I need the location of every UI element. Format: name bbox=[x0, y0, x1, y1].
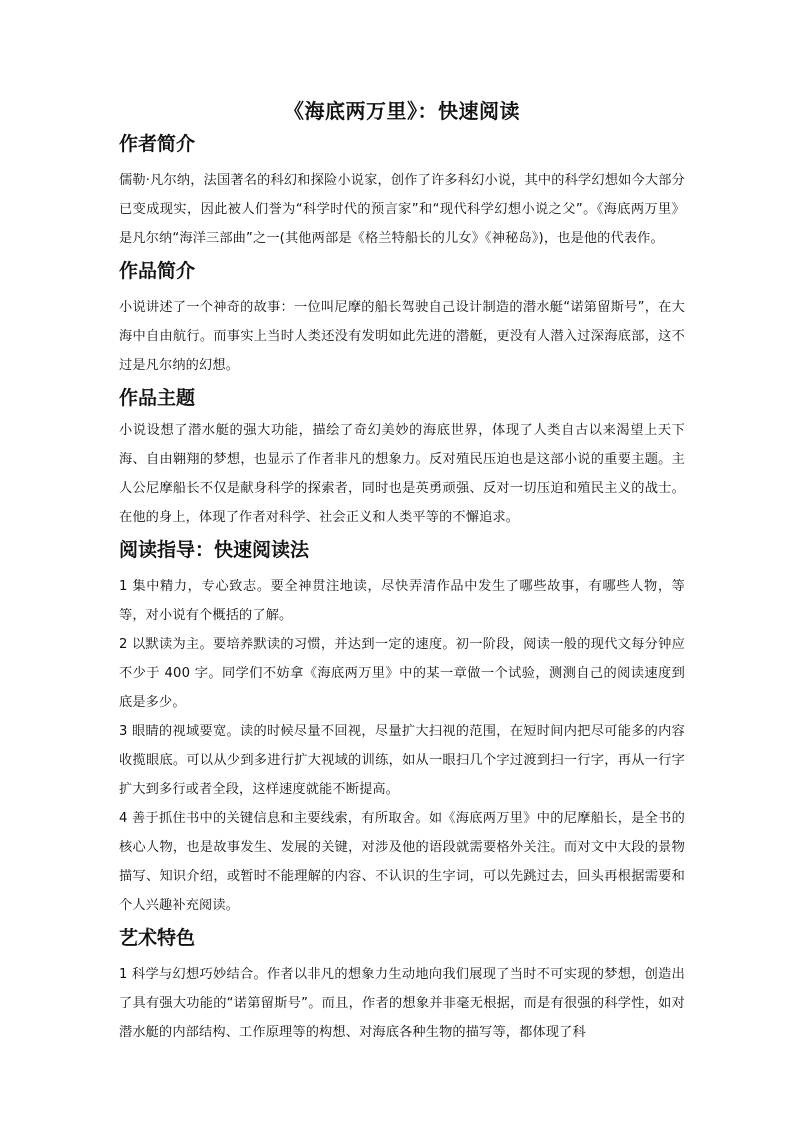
section-work-intro bbox=[119, 253, 685, 380]
paragraph: 2 以默读为主。要培养默读的习惯，并达到一定的速度。初一阶段，阅读一般的现代文每分钟应不少于 400 字。同学们不妨拿《海底两万里》中的某一章做一个试验，测测自己的阅读速度到底是多少。 bbox=[119, 637, 685, 710]
section-author-intro bbox=[119, 126, 685, 253]
section-reading-guide bbox=[119, 532, 685, 920]
section-heading: 艺术特色 bbox=[119, 927, 196, 949]
paragraph: 3 眼睛的视域要宽。读的时候尽量不回视，尽量扩大扫视的范围，在短时间内把尽可能多的内容收揽眼底。可以从少到多进行扩大视域的训练，如从一眼扫几个字过渡到扫一行字，再从一行字扩大到多行或者全段，这样速度就能不断提高。 bbox=[119, 724, 685, 797]
paragraph: 1 集中精力，专心致志。要全神贯注地读，尽快弄清作品中发生了哪些故事，有哪些人物，等等，对小说有个概括的了解。 bbox=[119, 579, 685, 623]
paragraph: 小说讲述了一个神奇的故事：一位叫尼摩的船长驾驶自己设计制造的潜水艇“诺第留斯号”，在大海中自由航行。而事实上当时人类还没有发明如此先进的潜艇，更没有人潜入过深海底部，这不过是凡尔纳的幻想。 bbox=[119, 300, 685, 373]
document-title: 《海底两万里》：快速阅读 bbox=[284, 99, 520, 123]
document-body bbox=[119, 96, 685, 1047]
section-heading: 阅读指导：快速阅读法 bbox=[119, 539, 310, 561]
paragraph: 1 科学与幻想巧妙结合。作者以非凡的想象力生动地向我们展现了当时不可实现的梦想，创造出了具有强大功能的“诺第留斯号”。而且，作者的想象并非毫无根据，而是有很强的科学性，如对潜水艇的内部结构、工作原理等的构想、对海底各种生物的描写等，都体现了科 bbox=[119, 967, 685, 1040]
section-artistic-features bbox=[119, 920, 685, 1047]
paragraph: 小说设想了潜水艇的强大功能，描绘了奇幻美妙的海底世界，体现了人类自古以来渴望上天下海、自由翱翔的梦想，也显示了作者非凡的想象力。反对殖民压迫也是这部小说的重要主题。主人公尼摩船长不仅是献身科学的探索者，同时也是英勇顽强、反对一切压迫和殖民主义的战士。在他的身上，体现了作者对科学、社会正义和人类平等的不懈追求。 bbox=[119, 423, 685, 525]
section-heading: 作品主题 bbox=[119, 387, 196, 409]
section-heading: 作品简介 bbox=[119, 260, 196, 282]
section-heading: 作者简介 bbox=[119, 133, 196, 155]
paragraph: 4 善于抓住书中的关键信息和主要线索，有所取舍。如《海底两万里》中的尼摩船长，是全书的核心人物，也是故事发生、发展的关键，对涉及他的语段就需要格外关注。而对文中大段的景物描写、知识介绍，或暂时不能理解的内容、不认识的生字词，可以先跳过去，回头再根据需要和个人兴趣补充阅读。 bbox=[119, 811, 685, 913]
paragraph: 儒勒·凡尔纳，法国著名的科幻和探险小说家，创作了许多科幻小说，其中的科学幻想如今大部分已变成现实，因此被人们誉为“科学时代的预言家”和“现代科学幻想小说之父”。《海底两万里》是凡尔纳“海洋三部曲”之一(其他两部是《格兰特船长的儿女》《神秘岛》)，也是他的代表作。 bbox=[119, 173, 685, 246]
section-theme bbox=[119, 380, 685, 532]
